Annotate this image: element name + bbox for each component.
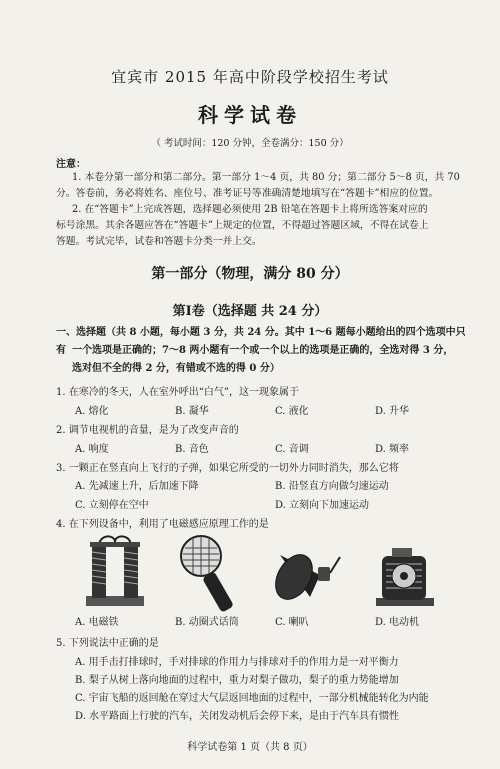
microphone-image [175, 532, 250, 614]
option: D. 电动机 [375, 617, 420, 628]
option: C. 液化 [275, 406, 309, 417]
speaker-horn-image [270, 535, 345, 610]
volume-title: 第Ⅰ卷（选择题 共 24 分） [172, 304, 328, 319]
part-title: 第一部分（物理，满分 80 分） [151, 266, 349, 282]
option: C. 音调 [275, 444, 309, 455]
option: A. 先减速上升，后加速下降 [75, 481, 199, 492]
exam-title: 宜宾市 2015 年高中阶段学校招生考试 [111, 68, 389, 86]
question-stem: 2. 调节电视机的音量，是为了改变声音的 [56, 425, 239, 436]
section-instruction: 一、选择题（共 8 小题，每小题 3 分，共 24 分。其中 1～6 题每小题给出的四个选项中只有 [56, 327, 466, 356]
option: A. 电磁铁 [75, 617, 119, 628]
exam-meta: （ 考试时间：120 分钟，全卷满分：150 分） [151, 138, 349, 149]
option: A. 响度 [75, 444, 109, 455]
option: B. 动圈式话筒 [175, 617, 239, 628]
page-footer: 科学试卷第 1 页（共 8 页） [187, 742, 313, 753]
option: B. 音色 [175, 444, 209, 455]
notice-line: 1. 本卷分第一部分和第二部分。第一部分 1～4 页，共 80 分；第二部分 5～8 页，共 70 [72, 172, 460, 183]
motor-image [368, 540, 443, 610]
option: A. 用手击打排球时，手对排球的作用力与排球对手的作用力是一对平衡力 [75, 657, 399, 668]
exam-subtitle: 科学试卷 [198, 103, 302, 127]
option: D. 升华 [375, 406, 410, 417]
question-stem: 4. 在下列设备中，利用了电磁感应原理工作的是 [56, 519, 269, 530]
section-instruction: 一个选项是正确的；7～8 两小题有一个或一个以上的选项是正确的，全选对得 3 分， [72, 345, 454, 356]
option: B. 梨子从树上落向地面的过程中，重力对梨子做功，梨子的重力势能增加 [75, 675, 399, 686]
option: D. 频率 [375, 444, 410, 455]
option: C. 喇叭 [275, 617, 309, 628]
notice-line: 2. 在“答题卡”上完成答题，选择题必须使用 2B 铅笔在答题卡上将所选答案对应的 [72, 204, 428, 215]
notice-heading: 注意： [56, 159, 86, 170]
option: D. 水平路面上行驶的汽车，关闭发动机后会停下来，是由于汽车具有惯性 [75, 711, 400, 722]
option: B. 沿竖直方向做匀速运动 [275, 481, 389, 492]
notice-line: 标号涂黑。其余各题应答在“答题卡”上规定的位置，不得超过答题区域，不得在试卷上 [56, 220, 429, 231]
option: C. 宇宙飞船的返回舱在穿过大气层返回地面的过程中，一部分机械能转化为内能 [75, 693, 429, 704]
electromagnet-image [80, 532, 150, 612]
option: C. 立刻停在空中 [75, 500, 149, 511]
question-stem: 5. 下列说法中正确的是 [56, 638, 159, 649]
option: A. 熔化 [75, 406, 109, 417]
question-stem: 1. 在寒冷的冬天，人在室外呼出“白气”，这一现象属于 [56, 387, 299, 398]
question-stem: 3. 一颗正在竖直向上飞行的子弹，如果它所受的一切外力同时消失，那么它将 [56, 463, 399, 474]
section-instruction: 选对但不全的得 2 分，有错或不选的得 0 分） [72, 363, 280, 374]
option: D. 立刻向下加速运动 [275, 500, 370, 511]
notice-line: 分。答卷前，务必将姓名、座位号、准考证号等准确清楚地填写在“答题卡”相应的位置。 [56, 188, 439, 199]
notice-line: 答题。考试完毕，试卷和答题卡分类一并上交。 [56, 236, 262, 247]
option: B. 凝华 [175, 406, 209, 417]
